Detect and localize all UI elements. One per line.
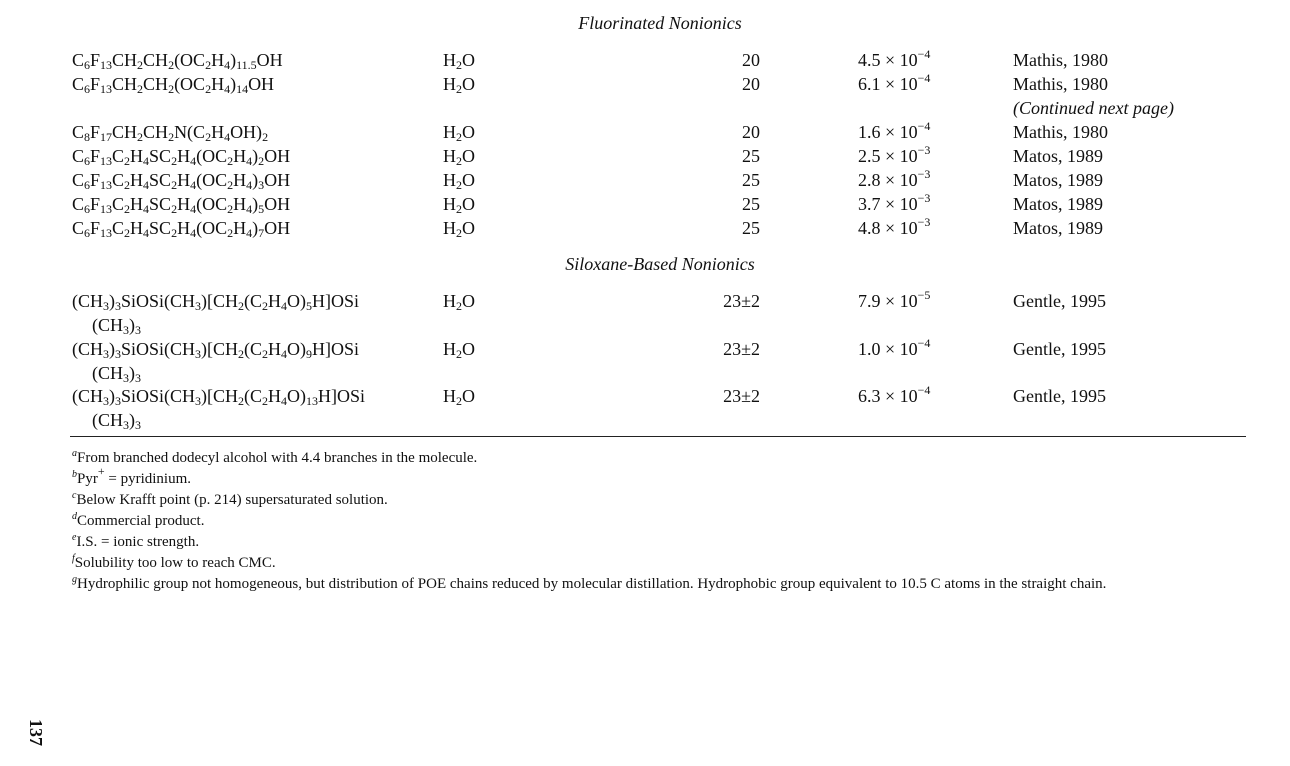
compound-formula-continuation: $(CH_3)_3$ bbox=[92, 315, 141, 337]
footnotes bbox=[72, 448, 1250, 595]
compound-formula: $C_6F_{13}C_2H_4SC_2H_4(OC_2H_4)_7OH$ bbox=[72, 218, 291, 240]
reference: Gentle, 1995 bbox=[1013, 339, 1106, 359]
reference: Matos, 1989 bbox=[1013, 146, 1103, 166]
compound-formula-continuation: $(CH_3)_3$ bbox=[92, 410, 141, 432]
solvent: $H_2O$ bbox=[443, 339, 475, 361]
solvent: $H_2O$ bbox=[443, 218, 475, 240]
compound-formula: $(CH_3)_3SiOSi(CH_3)[CH_2(C_2H_4O)_{13}H]OSi$ bbox=[72, 386, 366, 408]
cmc-value: $6.1 \times 10^{-4}$ bbox=[858, 71, 931, 94]
cmc-value: $1.6 \times 10^{-4}$ bbox=[858, 119, 931, 142]
reference: Matos, 1989 bbox=[1013, 218, 1103, 238]
temperature: 25 bbox=[742, 218, 760, 238]
compound-formula: $C_6F_{13}CH_2CH_2(OC_2H_4)_{14}OH$ bbox=[72, 74, 275, 96]
cmc-value: $2.5 \times 10^{-3}$ bbox=[858, 143, 931, 166]
cmc-value: $7.9 \times 10^{-5}$ bbox=[858, 288, 931, 311]
compound-formula: $C_6F_{13}C_2H_4SC_2H_4(OC_2H_4)_5OH$ bbox=[72, 194, 291, 216]
compound-formula-continuation: $(CH_3)_3$ bbox=[92, 363, 141, 385]
reference: Matos, 1989 bbox=[1013, 170, 1103, 190]
compound-formula: $C_6F_{13}CH_2CH_2(OC_2H_4)_{11.5}OH$ bbox=[72, 50, 283, 72]
cmc-value: $4.8 \times 10^{-3}$ bbox=[858, 215, 931, 238]
cmc-value: $6.3 \times 10^{-4}$ bbox=[858, 383, 931, 406]
footnote: $^b$Pyr+ = pyridinium. bbox=[72, 464, 191, 487]
temperature: 23±2 bbox=[723, 386, 760, 406]
footnote: $^c$Below Krafft point (p. 214) supersaturated solution. bbox=[72, 490, 388, 508]
compound-formula: $C_6F_{13}C_2H_4SC_2H_4(OC_2H_4)_2OH$ bbox=[72, 146, 291, 168]
reference: Mathis, 1980 bbox=[1013, 50, 1109, 70]
solvent: $H_2O$ bbox=[443, 386, 475, 408]
compound-formula: $(CH_3)_3SiOSi(CH_3)[CH_2(C_2H_4O)_9H]OSi$ bbox=[72, 339, 360, 361]
temperature: 20 bbox=[742, 122, 760, 142]
reference: Mathis, 1980 bbox=[1013, 74, 1109, 94]
compound-formula: $C_8F_{17}CH_2CH_2N(C_2H_4OH)_2$ bbox=[72, 122, 269, 144]
section-title-siloxane: Siloxane-Based Nonionics bbox=[565, 254, 755, 274]
solvent: $H_2O$ bbox=[443, 194, 475, 216]
footnote: $^g$Hydrophilic group not homogeneous, but distribution of POE chains reduced by molecular distillation. Hydrophobic group equivalent to 10.5 C atoms in the straight chain. bbox=[72, 574, 1107, 592]
temperature: 25 bbox=[742, 170, 760, 190]
reference: Gentle, 1995 bbox=[1013, 291, 1106, 311]
compound-formula: $(CH_3)_3SiOSi(CH_3)[CH_2(C_2H_4O)_5H]OSi$ bbox=[72, 291, 360, 313]
reference: Mathis, 1980 bbox=[1013, 122, 1109, 142]
temperature: 20 bbox=[742, 74, 760, 94]
temperature: 23±2 bbox=[723, 339, 760, 359]
reference: Gentle, 1995 bbox=[1013, 386, 1106, 406]
footnote: $^e$I.S. = ionic strength. bbox=[72, 532, 200, 550]
cmc-value: $4.5 \times 10^{-4}$ bbox=[858, 47, 931, 70]
solvent: $H_2O$ bbox=[443, 170, 475, 192]
solvent: $H_2O$ bbox=[443, 291, 475, 313]
temperature: 20 bbox=[742, 50, 760, 70]
page-number: 137 bbox=[26, 719, 46, 746]
temperature: 25 bbox=[742, 146, 760, 166]
footnote: $^d$Commercial product. bbox=[72, 511, 205, 529]
solvent: $H_2O$ bbox=[443, 74, 475, 96]
reference: Matos, 1989 bbox=[1013, 194, 1103, 214]
solvent: $H_2O$ bbox=[443, 146, 475, 168]
solvent: $H_2O$ bbox=[443, 50, 475, 72]
section-title-fluorinated: Fluorinated Nonionics bbox=[578, 13, 742, 33]
compound-formula: $C_6F_{13}C_2H_4SC_2H_4(OC_2H_4)_3OH$ bbox=[72, 170, 291, 192]
table-bottom-rule bbox=[70, 436, 1246, 437]
temperature: 25 bbox=[742, 194, 760, 214]
continued-note: (Continued next page) bbox=[1013, 98, 1174, 118]
temperature: 23±2 bbox=[723, 291, 760, 311]
cmc-value: $2.8 \times 10^{-3}$ bbox=[858, 167, 931, 190]
solvent: $H_2O$ bbox=[443, 122, 475, 144]
footnote: $^f$Solubility too low to reach CMC. bbox=[72, 553, 276, 571]
footnote: $^a$From branched dodecyl alcohol with 4.4 branches in the molecule. bbox=[72, 448, 478, 466]
cmc-value: $3.7 \times 10^{-3}$ bbox=[858, 191, 931, 214]
cmc-value: $1.0 \times 10^{-4}$ bbox=[858, 336, 931, 359]
